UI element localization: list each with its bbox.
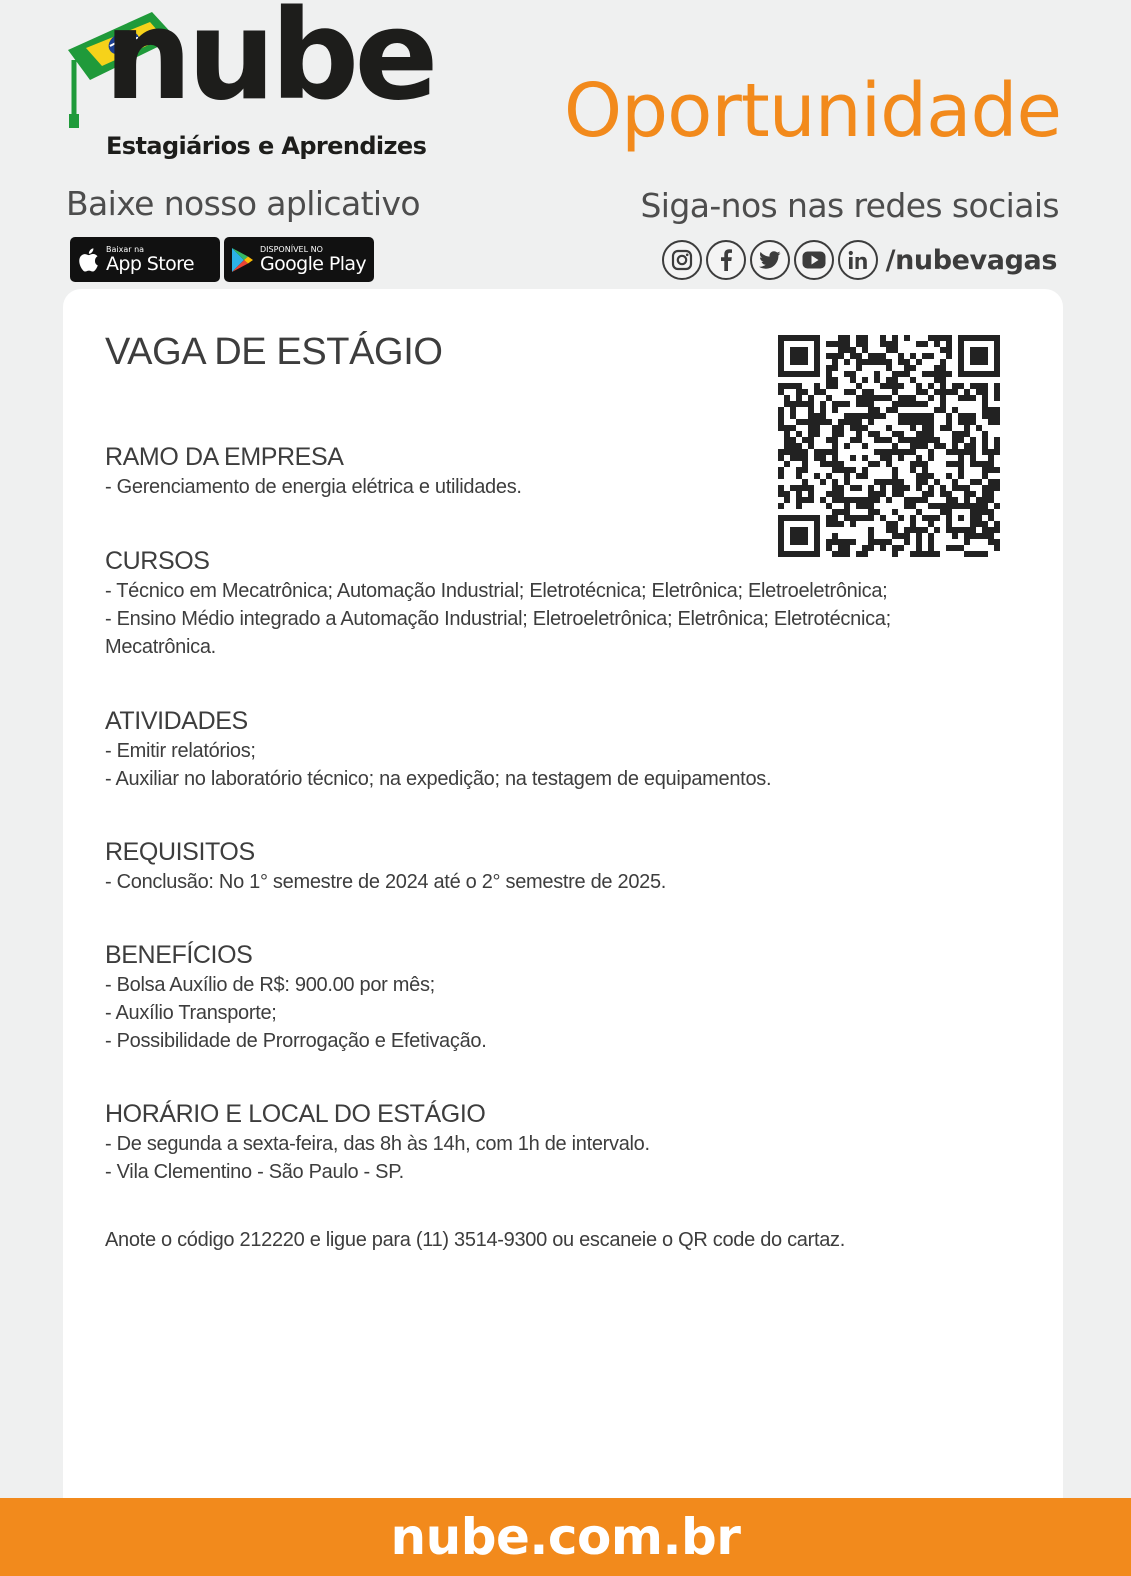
section-line: - Emitir relatórios; [105, 740, 256, 762]
section-cursos [105, 545, 1015, 661]
section-line: - Possibilidade de Prorrogação e Efetivação. [105, 1030, 487, 1052]
section-line: - Conclusão: No 1° semestre de 2024 até o 2° semestre de 2025. [105, 871, 667, 893]
section-line: - Vila Clementino - São Paulo - SP. [105, 1161, 404, 1183]
section-heading: HORÁRIO E LOCAL DO ESTÁGIO [105, 1100, 486, 1128]
play-icon [224, 247, 260, 273]
section-ramo [105, 441, 1015, 501]
app-download-label: Baixe nosso aplicativo [66, 184, 421, 223]
facebook-icon[interactable] [706, 240, 746, 280]
footer-bar [0, 1498, 1131, 1576]
app-store-badge[interactable] [70, 237, 220, 282]
section-atividades [105, 705, 1015, 793]
section-horario-local [105, 1098, 1015, 1186]
section-requisitos [105, 836, 1015, 896]
section-line: - Bolsa Auxílio de R$: 900.00 por mês; [105, 974, 435, 996]
section-line: Mecatrônica. [105, 636, 216, 658]
nube-logo [66, 0, 434, 168]
social-links [662, 238, 1057, 282]
section-line: - Auxílio Transporte; [105, 1002, 277, 1024]
website-link[interactable]: nube.com.br [390, 1508, 741, 1566]
section-line: - Auxiliar no laboratório técnico; na expedição; na testagem de equipamentos. [105, 768, 772, 790]
job-title: VAGA DE ESTÁGIO [105, 331, 443, 373]
google-play-text: Google Play [260, 252, 367, 275]
section-beneficios [105, 939, 1015, 1055]
section-heading: BENEFÍCIOS [105, 941, 253, 969]
linkedin-icon[interactable] [838, 240, 878, 280]
contact-note: Anote o código 212220 e ligue para (11) 3514-9300 ou escaneie o QR code do cartaz. [105, 1229, 846, 1251]
section-line: - Gerenciamento de energia elétrica e utilidades. [105, 476, 522, 498]
logo-tagline: Estagiários e Aprendizes [106, 132, 427, 160]
twitter-icon[interactable] [750, 240, 790, 280]
social-handle[interactable]: /nubevagas [885, 244, 1057, 276]
apple-icon [70, 247, 106, 273]
google-play-small-text: DISPONÍVEL NO [260, 244, 323, 254]
social-follow-label: Siga-nos nas redes sociais [640, 186, 1059, 225]
section-line: - Técnico em Mecatrônica; Automação Industrial; Eletrotécnica; Eletrônica; Eletroeletrônica; [105, 580, 888, 602]
section-heading: CURSOS [105, 547, 210, 575]
section-heading: RAMO DA EMPRESA [105, 443, 344, 471]
job-card [63, 289, 1063, 1529]
section-heading: REQUISITOS [105, 838, 255, 866]
logo-wordmark: nube [104, 0, 434, 128]
headline: Oportunidade [563, 68, 1061, 154]
section-line: - De segunda a sexta-feira, das 8h às 14h, com 1h de intervalo. [105, 1133, 650, 1155]
section-heading: ATIVIDADES [105, 707, 248, 735]
app-store-small-text: Baixar na [106, 244, 145, 254]
youtube-icon[interactable] [794, 240, 834, 280]
app-store-text: App Store [106, 252, 194, 275]
google-play-badge[interactable] [224, 237, 374, 282]
section-line: - Ensino Médio integrado a Automação Industrial; Eletroeletrônica; Eletrônica; Eletrotécnica; [105, 608, 891, 630]
instagram-icon[interactable] [662, 240, 702, 280]
